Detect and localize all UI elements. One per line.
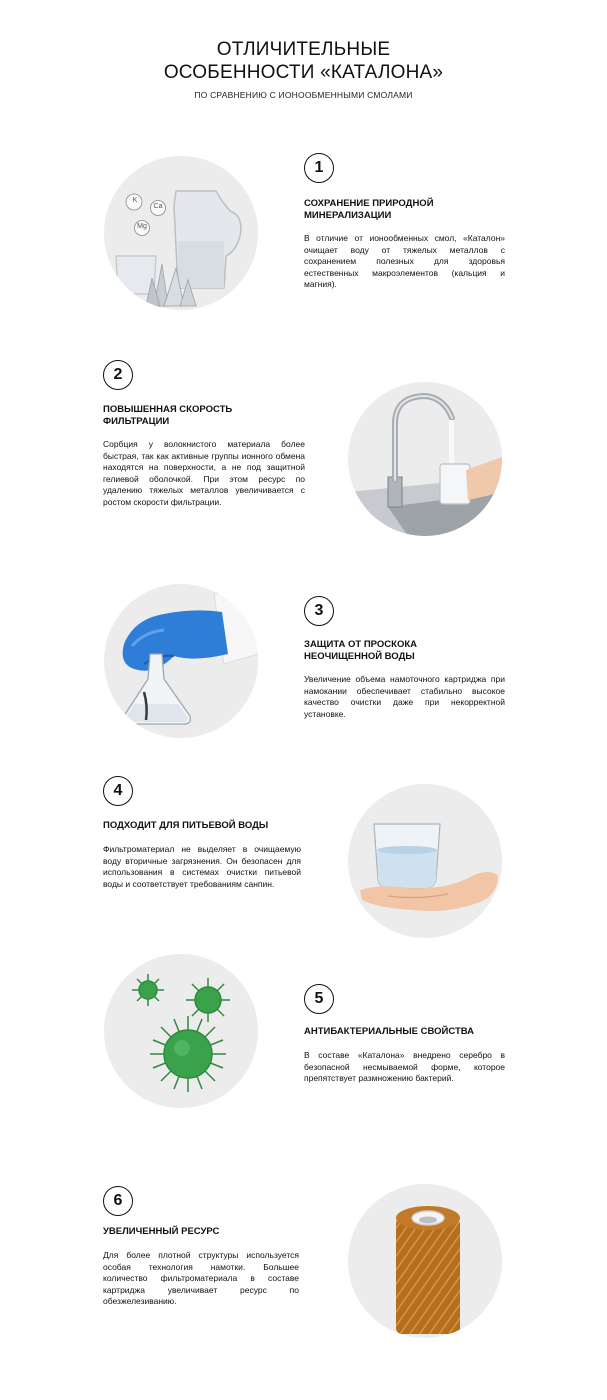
feature-6-text: Для более плотной структуры используется особая технология намотки. Большее количество фильтроматериала в составе картриджа увеличивает ресурс по обезжелезиванию. [103, 1250, 299, 1306]
element-label-ca: Ca [153, 203, 163, 210]
feature-6-title: УВЕЛИЧЕННЫЙ РЕСУРС [103, 1226, 220, 1237]
feature-2-number: 2 [103, 360, 133, 390]
feature-1 [0, 148, 607, 348]
page-title-line2: ОСОБЕННОСТИ «КАТАЛОНА» [163, 62, 444, 83]
feature-2-text: Сорбция у волокнистого материала более быстрая, так как активные группы ионного обмена находятся на поверхности, а не под защитной гелиевой оболочкой. При этом ресурс по удалению тяжелых металлов увеличивается с ростом скорости фильтрации. [103, 439, 305, 507]
feature-5-title: АНТИБАКТЕРИАЛЬНЫЕ СВОЙСТВА [304, 1026, 475, 1037]
page-header [0, 38, 607, 100]
feature-2 [0, 358, 607, 558]
feature-3 [0, 584, 607, 784]
wound-cartridge-icon [348, 1184, 502, 1338]
feature-1-title: СОХРАНЕНИЕ ПРИРОДНОЙ МИНЕРАЛИЗАЦИИ [304, 198, 434, 221]
gloved-hand-flask-icon [104, 584, 258, 738]
virus-cells-icon [104, 954, 258, 1108]
feature-5-number: 5 [304, 984, 334, 1014]
feature-4-text: Фильтроматериал не выделяет в очищаемую воду вторичные загрязнения. Он безопасен для использования в системах очистки питьевой воды и соответствует требованиям санпин. [103, 844, 301, 889]
feature-2-title: ПОВЫШЕННАЯ СКОРОСТЬ ФИЛЬТРАЦИИ [103, 404, 233, 427]
feature-4-number: 4 [103, 776, 133, 806]
faucet-glass-icon [348, 382, 502, 536]
feature-4 [0, 774, 607, 974]
feature-4-title: ПОДХОДИТ ДЛЯ ПИТЬЕВОЙ ВОДЫ [103, 820, 269, 831]
feature-2-image [348, 382, 502, 536]
feature-6-image [348, 1184, 502, 1338]
feature-3-title: ЗАЩИТА ОТ ПРОСКОКА НЕОЧИЩЕННОЙ ВОДЫ [304, 639, 417, 662]
feature-1-text: В отличие от ионообменных смол, «Каталон» очищает воду от тяжелых металлов с сохранением полезных для здоровья естественных макроэлементов (кальция и магния). [304, 233, 505, 289]
feature-4-image [348, 784, 502, 938]
feature-3-text: Увеличение объема намоточного картриджа при намокании обеспечивает стабильно высокое качество очистки даже при некорректной установке. [304, 674, 505, 719]
feature-5-image [104, 954, 258, 1108]
page-title [0, 38, 607, 84]
feature-6 [0, 1184, 607, 1384]
feature-5 [0, 954, 607, 1154]
feature-3-image [104, 584, 258, 738]
feature-1-number: 1 [304, 153, 334, 183]
feature-5-text: В составе «Каталона» внедрено серебро в безопасной несмываемой форме, которое препятствует размножению бактерий. [304, 1050, 505, 1083]
hand-water-glass-icon [348, 784, 502, 938]
feature-6-number: 6 [103, 1186, 133, 1216]
water-jug-minerals-icon [104, 156, 258, 310]
element-label-k: K [132, 197, 138, 204]
feature-3-number: 3 [304, 596, 334, 626]
feature-1-image [104, 156, 258, 310]
element-label-mg: Mg [137, 223, 147, 230]
page-title-line1: ОТЛИЧИТЕЛЬНЫЕ [216, 39, 391, 60]
page-subtitle: ПО СРАВНЕНИЮ С ИОНООБМЕННЫМИ СМОЛАМИ [194, 90, 413, 100]
